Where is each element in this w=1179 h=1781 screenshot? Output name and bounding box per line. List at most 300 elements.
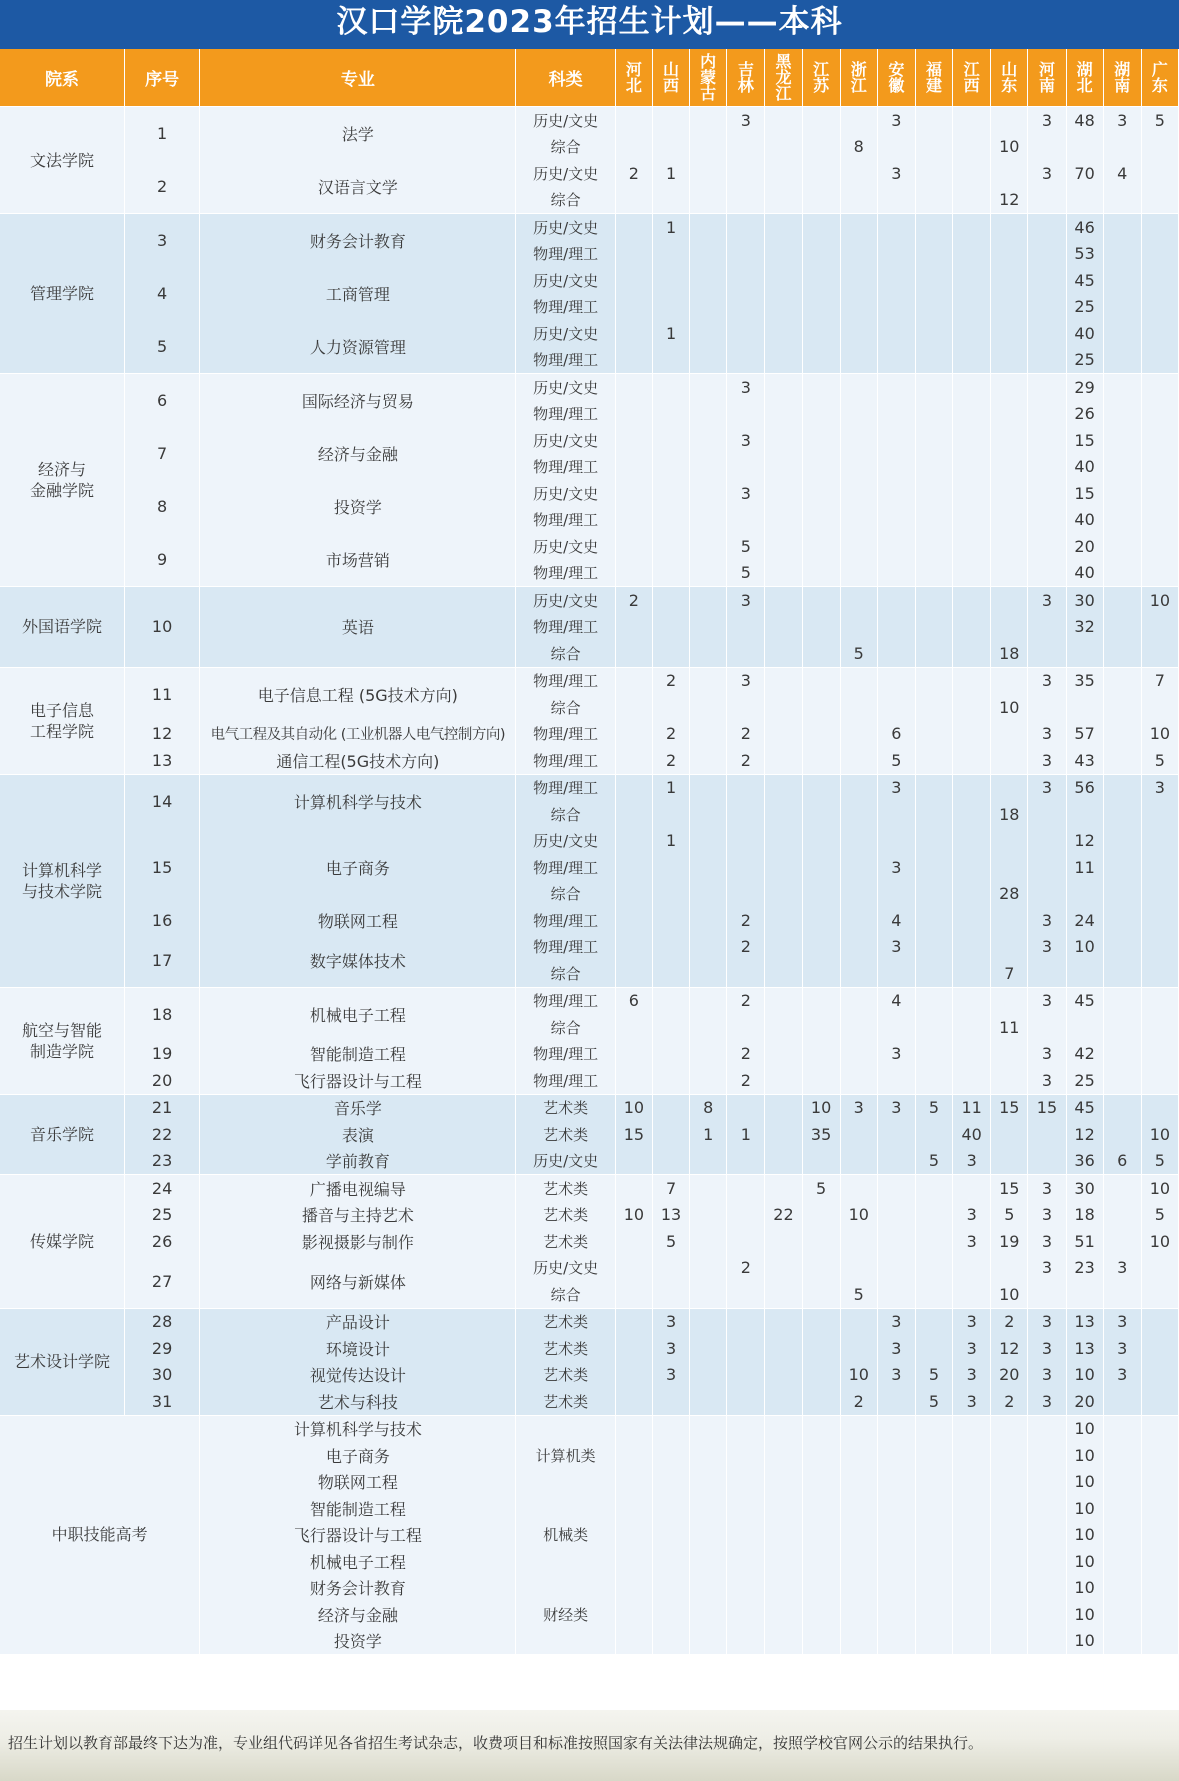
quota-cell: [953, 374, 991, 401]
quota-cell: 3: [1103, 1255, 1141, 1282]
seq-cell: 11: [124, 667, 199, 721]
quota-cell: [1028, 480, 1066, 507]
quota-cell: [877, 1121, 915, 1148]
quota-cell: [1028, 828, 1066, 855]
quota-cell: [877, 694, 915, 721]
quota-cell: [727, 774, 765, 801]
quota-cell: [953, 187, 991, 214]
type-cell: 财经类: [516, 1575, 615, 1655]
quota-cell: [727, 694, 765, 721]
quota-cell: [690, 747, 727, 774]
quota-cell: [991, 1575, 1028, 1602]
quota-cell: 3: [727, 587, 765, 614]
quota-cell: [1066, 1014, 1103, 1041]
quota-cell: [953, 1601, 991, 1628]
type-cell: 物理/理工: [516, 934, 615, 961]
type-cell: 物理/理工: [516, 747, 615, 774]
quota-cell: [1028, 214, 1066, 241]
quota-cell: [953, 721, 991, 748]
quota-cell: [727, 1548, 765, 1575]
quota-cell: [765, 1255, 802, 1282]
seq-cell: 3: [124, 214, 199, 268]
quota-cell: 3: [1028, 1041, 1066, 1068]
quota-cell: 5: [802, 1175, 840, 1202]
quota-cell: [1028, 533, 1066, 560]
quota-cell: [802, 1255, 840, 1282]
quota-cell: [727, 454, 765, 481]
quota-cell: [1141, 1014, 1178, 1041]
quota-cell: [727, 1281, 765, 1308]
quota-cell: 18: [1066, 1202, 1103, 1229]
quota-cell: [953, 267, 991, 294]
quota-cell: [915, 934, 952, 961]
quota-cell: [1141, 934, 1178, 961]
type-cell: 综合: [516, 1281, 615, 1308]
seq-cell: 10: [124, 587, 199, 668]
quota-cell: [953, 241, 991, 268]
quota-cell: [915, 614, 952, 641]
quota-cell: [840, 1469, 877, 1496]
quota-cell: [877, 560, 915, 587]
quota-cell: [877, 1281, 915, 1308]
quota-cell: 42: [1066, 1041, 1103, 1068]
type-cell: 物理/理工: [516, 401, 615, 428]
quota-cell: [765, 214, 802, 241]
quota-cell: [765, 881, 802, 908]
quota-cell: [1141, 1388, 1178, 1415]
quota-cell: 5: [1141, 747, 1178, 774]
quota-cell: [915, 1121, 952, 1148]
quota-cell: [765, 294, 802, 321]
quota-cell: [690, 1335, 727, 1362]
quota-cell: [802, 320, 840, 347]
quota-cell: [877, 1202, 915, 1229]
quota-cell: 45: [1066, 267, 1103, 294]
seq-cell: 27: [124, 1255, 199, 1309]
quota-cell: [991, 1041, 1028, 1068]
quota-cell: [652, 1255, 689, 1282]
quota-cell: [690, 560, 727, 587]
quota-cell: 48: [1066, 107, 1103, 134]
quota-cell: 3: [953, 1362, 991, 1389]
major-cell: 市场营销: [200, 533, 516, 587]
quota-cell: [615, 934, 652, 961]
quota-cell: [953, 747, 991, 774]
type-cell: 历史/文史: [516, 828, 615, 855]
quota-cell: [840, 1255, 877, 1282]
quota-cell: [840, 214, 877, 241]
quota-cell: [802, 134, 840, 161]
quota-cell: [1103, 1628, 1141, 1655]
quota-cell: [1103, 507, 1141, 534]
quota-cell: 5: [652, 1228, 689, 1255]
quota-cell: [652, 1548, 689, 1575]
quota-cell: [953, 427, 991, 454]
quota-cell: 10: [615, 1202, 652, 1229]
quota-cell: [727, 160, 765, 187]
quota-cell: [840, 1041, 877, 1068]
quota-cell: [877, 1175, 915, 1202]
quota-cell: [615, 1388, 652, 1415]
quota-cell: [802, 1308, 840, 1335]
quota-cell: [991, 1255, 1028, 1282]
quota-cell: [840, 294, 877, 321]
quota-cell: [877, 480, 915, 507]
header-province: 黑 龙 江: [765, 49, 802, 107]
quota-cell: [991, 854, 1028, 881]
quota-cell: [840, 347, 877, 374]
dept-cell: 外国语学院: [0, 587, 124, 668]
quota-cell: [802, 1041, 840, 1068]
quota-cell: [690, 241, 727, 268]
dept-cell: 中职技能高考: [0, 1415, 200, 1654]
quota-cell: [1066, 134, 1103, 161]
quota-cell: [802, 214, 840, 241]
quota-cell: [615, 1548, 652, 1575]
quota-cell: [953, 1281, 991, 1308]
quota-cell: [877, 320, 915, 347]
quota-cell: [840, 480, 877, 507]
quota-cell: 2: [727, 934, 765, 961]
quota-cell: [953, 1041, 991, 1068]
quota-cell: [727, 881, 765, 908]
type-cell: 物理/理工: [516, 241, 615, 268]
quota-cell: [1141, 1335, 1178, 1362]
dept-cell: 经济与 金融学院: [0, 374, 124, 587]
major-cell: 影视摄影与制作: [200, 1228, 516, 1255]
quota-cell: [727, 1495, 765, 1522]
quota-cell: [690, 1601, 727, 1628]
quota-cell: 3: [727, 427, 765, 454]
quota-cell: [1103, 480, 1141, 507]
quota-cell: [690, 533, 727, 560]
quota-cell: [1141, 1255, 1178, 1282]
table-row: [0, 1308, 1179, 1335]
quota-cell: 3: [1028, 1308, 1066, 1335]
quota-cell: [877, 1628, 915, 1655]
quota-cell: [1141, 1362, 1178, 1389]
quota-cell: [690, 1014, 727, 1041]
quota-cell: [877, 134, 915, 161]
seq-cell: 29: [124, 1335, 199, 1362]
quota-cell: 20: [1066, 1388, 1103, 1415]
major-cell: 电气工程及其自动化 (工业机器人电气控制方向): [200, 721, 516, 748]
quota-cell: 70: [1066, 160, 1103, 187]
quota-cell: [915, 1228, 952, 1255]
quota-cell: [652, 987, 689, 1014]
type-cell: 物理/理工: [516, 721, 615, 748]
quota-cell: [802, 1202, 840, 1229]
quota-cell: [652, 560, 689, 587]
quota-cell: [1028, 1014, 1066, 1041]
major-cell: 电子商务: [200, 828, 516, 908]
major-cell: 电子商务: [200, 1442, 516, 1469]
quota-cell: 3: [1103, 1308, 1141, 1335]
quota-cell: [991, 347, 1028, 374]
quota-cell: [727, 241, 765, 268]
quota-cell: 3: [1028, 774, 1066, 801]
quota-cell: 25: [1066, 347, 1103, 374]
major-cell: 表演: [200, 1121, 516, 1148]
table-row: [0, 1255, 1179, 1282]
quota-cell: 3: [652, 1362, 689, 1389]
quota-cell: [915, 721, 952, 748]
quota-cell: [615, 1469, 652, 1496]
type-cell: 历史/文史: [516, 214, 615, 241]
header-province: 浙 江: [840, 49, 877, 107]
quota-cell: [615, 374, 652, 401]
quota-cell: [652, 1601, 689, 1628]
seq-cell: 17: [124, 934, 199, 988]
quota-cell: [840, 934, 877, 961]
quota-cell: [690, 1228, 727, 1255]
quota-cell: [953, 320, 991, 347]
quota-cell: 3: [953, 1335, 991, 1362]
quota-cell: [991, 747, 1028, 774]
seq-cell: 12: [124, 721, 199, 748]
quota-cell: [1103, 214, 1141, 241]
quota-cell: [1103, 1175, 1141, 1202]
quota-cell: [953, 907, 991, 934]
table-row: [0, 907, 1179, 934]
quota-cell: 51: [1066, 1228, 1103, 1255]
quota-cell: [840, 587, 877, 614]
header-province: 湖 北: [1066, 49, 1103, 107]
quota-cell: [915, 454, 952, 481]
header-province: 河 北: [615, 49, 652, 107]
quota-cell: [802, 614, 840, 641]
quota-cell: [1103, 747, 1141, 774]
quota-cell: [1103, 320, 1141, 347]
quota-cell: 3: [877, 934, 915, 961]
quota-cell: [690, 881, 727, 908]
quota-cell: 5: [727, 533, 765, 560]
quota-cell: [915, 1281, 952, 1308]
major-cell: 飞行器设计与工程: [200, 1067, 516, 1094]
quota-cell: [690, 1388, 727, 1415]
quota-cell: [652, 1415, 689, 1442]
seq-cell: 28: [124, 1308, 199, 1335]
quota-cell: 10: [1141, 1175, 1178, 1202]
quota-cell: [727, 1202, 765, 1229]
quota-cell: 5: [915, 1148, 952, 1175]
type-cell: 物理/理工: [516, 774, 615, 801]
quota-cell: [991, 1469, 1028, 1496]
quota-cell: [840, 774, 877, 801]
quota-cell: [915, 427, 952, 454]
quota-cell: [877, 1548, 915, 1575]
quota-cell: [915, 881, 952, 908]
quota-cell: [727, 320, 765, 347]
quota-cell: [765, 134, 802, 161]
quota-cell: [915, 667, 952, 694]
quota-cell: [1141, 320, 1178, 347]
quota-cell: 6: [615, 987, 652, 1014]
quota-cell: [877, 1228, 915, 1255]
table-row: [0, 1415, 1179, 1442]
quota-cell: [690, 1041, 727, 1068]
quota-cell: [615, 614, 652, 641]
quota-cell: [1066, 1281, 1103, 1308]
quota-cell: 10: [1066, 1442, 1103, 1469]
dept-cell: 艺术设计学院: [0, 1308, 124, 1415]
major-cell: 法学: [200, 107, 516, 161]
quota-cell: [652, 1121, 689, 1148]
quota-cell: 25: [1066, 1067, 1103, 1094]
quota-cell: [802, 934, 840, 961]
quota-cell: [915, 801, 952, 828]
quota-cell: [1103, 1495, 1141, 1522]
quota-cell: [1028, 881, 1066, 908]
quota-cell: [615, 1255, 652, 1282]
quota-cell: 10: [1066, 1495, 1103, 1522]
quota-cell: 3: [953, 1228, 991, 1255]
quota-cell: [615, 774, 652, 801]
quota-cell: [1028, 1442, 1066, 1469]
quota-cell: [1028, 320, 1066, 347]
quota-cell: [1028, 1601, 1066, 1628]
quota-cell: [877, 1442, 915, 1469]
quota-cell: [1103, 1469, 1141, 1496]
major-cell: 工商管理: [200, 267, 516, 320]
quota-cell: [877, 1495, 915, 1522]
major-cell: 网络与新媒体: [200, 1255, 516, 1309]
quota-cell: [1066, 640, 1103, 667]
quota-cell: [802, 1522, 840, 1549]
quota-cell: [652, 1495, 689, 1522]
type-cell: 历史/文史: [516, 107, 615, 134]
quota-cell: [652, 454, 689, 481]
quota-cell: 10: [1141, 721, 1178, 748]
quota-cell: [802, 747, 840, 774]
quota-cell: [802, 294, 840, 321]
quota-cell: [915, 134, 952, 161]
quota-cell: [1141, 801, 1178, 828]
quota-cell: [953, 854, 991, 881]
quota-cell: 32: [1066, 614, 1103, 641]
quota-cell: [1103, 187, 1141, 214]
major-cell: 物联网工程: [200, 1469, 516, 1496]
quota-cell: 22: [765, 1202, 802, 1229]
quota-cell: [1141, 533, 1178, 560]
type-cell: 历史/文史: [516, 1148, 615, 1175]
quota-cell: 10: [840, 1202, 877, 1229]
quota-cell: [765, 1522, 802, 1549]
table-row: [0, 828, 1179, 855]
quota-cell: [690, 1362, 727, 1389]
quota-cell: [1028, 454, 1066, 481]
quota-cell: 3: [1028, 721, 1066, 748]
major-cell: 广播电视编导: [200, 1175, 516, 1202]
quota-cell: [690, 1308, 727, 1335]
type-cell: 物理/理工: [516, 347, 615, 374]
quota-cell: [615, 401, 652, 428]
quota-cell: [1066, 694, 1103, 721]
quota-cell: 12: [1066, 1121, 1103, 1148]
quota-cell: 1: [727, 1121, 765, 1148]
quota-cell: [652, 934, 689, 961]
quota-cell: [690, 214, 727, 241]
quota-cell: [915, 480, 952, 507]
quota-cell: [991, 320, 1028, 347]
quota-cell: [690, 1628, 727, 1655]
quota-cell: [690, 374, 727, 401]
quota-cell: [615, 694, 652, 721]
quota-cell: 3: [1028, 1175, 1066, 1202]
quota-cell: [652, 1575, 689, 1602]
quota-cell: [652, 134, 689, 161]
quota-cell: [840, 801, 877, 828]
type-cell: 物理/理工: [516, 1041, 615, 1068]
quota-cell: 10: [1141, 1228, 1178, 1255]
quota-cell: [690, 854, 727, 881]
quota-cell: [991, 560, 1028, 587]
quota-cell: [690, 401, 727, 428]
quota-cell: [615, 1014, 652, 1041]
quota-cell: [840, 1228, 877, 1255]
quota-cell: [1103, 587, 1141, 614]
quota-cell: [765, 560, 802, 587]
quota-cell: [877, 1014, 915, 1041]
quota-cell: [615, 480, 652, 507]
quota-cell: [802, 107, 840, 134]
quota-cell: [1103, 1281, 1141, 1308]
major-cell: 环境设计: [200, 1335, 516, 1362]
quota-cell: [877, 454, 915, 481]
type-cell: 物理/理工: [516, 614, 615, 641]
quota-cell: [802, 533, 840, 560]
major-cell: 汉语言文学: [200, 160, 516, 214]
quota-cell: [840, 533, 877, 560]
quota-cell: [953, 507, 991, 534]
quota-cell: [802, 1495, 840, 1522]
quota-cell: [877, 587, 915, 614]
quota-cell: [915, 401, 952, 428]
major-cell: 飞行器设计与工程: [200, 1522, 516, 1549]
table-row: [0, 1094, 1179, 1121]
quota-cell: [1141, 187, 1178, 214]
type-cell: 综合: [516, 640, 615, 667]
quota-cell: [991, 1548, 1028, 1575]
quota-cell: [1141, 507, 1178, 534]
quota-cell: [1103, 1121, 1141, 1148]
quota-cell: [765, 1548, 802, 1575]
quota-cell: [1103, 828, 1141, 855]
quota-cell: 29: [1066, 374, 1103, 401]
quota-cell: [953, 1469, 991, 1496]
quota-cell: [615, 1335, 652, 1362]
quota-cell: 5: [1141, 1148, 1178, 1175]
quota-cell: 24: [1066, 907, 1103, 934]
quota-cell: [802, 587, 840, 614]
type-cell: 历史/文史: [516, 587, 615, 614]
quota-cell: [953, 134, 991, 161]
seq-cell: 18: [124, 987, 199, 1041]
quota-cell: [840, 1175, 877, 1202]
quota-cell: [802, 1415, 840, 1442]
quota-cell: 30: [1066, 587, 1103, 614]
quota-cell: 2: [727, 1067, 765, 1094]
quota-cell: [1141, 1628, 1178, 1655]
quota-cell: [652, 907, 689, 934]
quota-cell: [1141, 1575, 1178, 1602]
quota-cell: [802, 427, 840, 454]
quota-cell: 3: [877, 1335, 915, 1362]
quota-cell: [840, 667, 877, 694]
quota-cell: [1103, 1601, 1141, 1628]
quota-cell: [765, 614, 802, 641]
quota-cell: [991, 294, 1028, 321]
